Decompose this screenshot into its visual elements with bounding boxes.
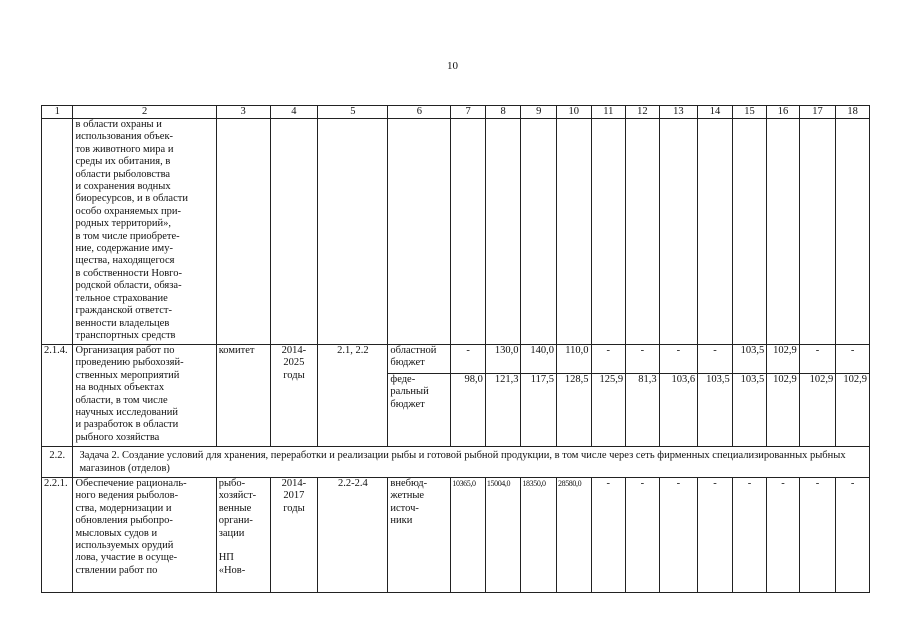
cell-line: бюджет [390, 357, 425, 369]
funding-source-cell [388, 478, 451, 593]
indicators-cell: 2.2-2.4 [318, 478, 388, 593]
cell-line: феде- [390, 374, 416, 385]
cell-line [219, 540, 268, 552]
cell-line: бюджет [390, 398, 425, 410]
value-cell: - [698, 345, 733, 374]
column-header: 8 [485, 106, 521, 119]
cell-line: «Нов- [218, 564, 246, 576]
value-cell: - [698, 478, 733, 593]
cell-line: среды их обитания, в [75, 156, 171, 168]
activity-name-cell [73, 345, 216, 447]
cell-line: области, в том числе [75, 394, 168, 406]
value-cell: 128,5 [557, 374, 592, 447]
value-cell: - [626, 478, 660, 593]
cell-line: на водных объектах [75, 382, 165, 394]
cell-line: зации [218, 527, 245, 539]
value-cell: - [767, 478, 800, 593]
value-cell: 81,3 [626, 374, 660, 447]
cell-line: Обеспечение рациональ- [75, 478, 187, 489]
cell-line: венности владельцев [75, 317, 170, 329]
table-row [42, 119, 870, 345]
row-number: 2.2.1. [42, 478, 73, 593]
cell-line: использования объек- [75, 131, 174, 143]
cell-line: рыбо- [218, 478, 246, 489]
value-cell: - [732, 478, 767, 593]
value-cell: - [659, 345, 698, 374]
column-header: 11 [591, 106, 626, 119]
value-cell: - [659, 478, 698, 593]
cell-line: транспортных средств [75, 329, 176, 341]
value-cell: 125,9 [591, 374, 626, 447]
funding-source-cell [388, 345, 451, 374]
cell-line: щества, находящегося [75, 255, 175, 267]
cell-line: годы [283, 369, 305, 381]
value-cell: 102,9 [767, 345, 800, 374]
column-header: 4 [270, 106, 318, 119]
funding-source-cell [388, 374, 451, 447]
period-cell [270, 478, 318, 593]
value-cell: 103,6 [659, 374, 698, 447]
value-cell: 140,0 [521, 345, 557, 374]
column-header: 7 [451, 106, 486, 119]
task-number: 2.2. [42, 447, 73, 478]
cell-line: гражданской ответст- [75, 305, 173, 317]
value-cell: - [451, 345, 486, 374]
column-header: 10 [557, 106, 592, 119]
table-row [42, 478, 870, 593]
column-header: 18 [836, 106, 870, 119]
column-header: 3 [216, 106, 270, 119]
cell-line: ники [390, 515, 413, 527]
cell-line: научных исследований [75, 407, 178, 419]
value-cell: 18350,0 [521, 478, 557, 593]
value-cell: - [836, 478, 870, 593]
program-table [41, 105, 870, 593]
cell-line: лова, участие в осуще- [75, 552, 178, 564]
column-header: 6 [388, 106, 451, 119]
value-cell: - [799, 478, 836, 593]
cell-line: ного ведения рыболов- [75, 490, 179, 502]
cell-line: в том числе приобрете- [75, 230, 180, 242]
cell-line: тельное страхование [75, 292, 168, 304]
cell-line: 2017 [283, 490, 305, 502]
value-cell: 103,5 [698, 374, 733, 447]
value-cell: 15004,0 [485, 478, 521, 593]
cell-line: 2025 [283, 357, 305, 369]
value-cell: 117,5 [521, 374, 557, 447]
value-cell: 130,0 [485, 345, 521, 374]
column-header: 14 [698, 106, 733, 119]
cell-line: мысловых судов и [75, 527, 158, 539]
value-cell: 103,5 [732, 374, 767, 447]
column-header: 16 [767, 106, 800, 119]
page-number: 10 [447, 60, 458, 72]
value-cell: 110,0 [557, 345, 592, 374]
cell-line: тов животного мира и [75, 143, 174, 155]
column-header: 2 [73, 106, 216, 119]
activity-name-cell [73, 478, 216, 593]
column-header: 9 [521, 106, 557, 119]
cell-line: в области охраны и [75, 119, 162, 130]
cell-line: венные [218, 502, 252, 514]
cell-line: годы [283, 502, 305, 514]
cell-line: ние, содержание иму- [75, 243, 173, 255]
cell-line: родных территорий», [75, 218, 172, 230]
cell-line: в собственности Новго- [75, 267, 182, 279]
executor-cell [216, 478, 270, 593]
cell-line: ствлении работ по [75, 564, 158, 576]
value-cell: - [799, 345, 836, 374]
cell-line: используемых орудий [75, 540, 174, 552]
value-cell: 121,3 [485, 374, 521, 447]
value-cell: - [591, 345, 626, 374]
task-row [42, 447, 870, 478]
cell-line: рыбного хозяйства [75, 431, 160, 443]
column-header: 13 [659, 106, 698, 119]
period-cell [270, 345, 318, 447]
value-cell: - [626, 345, 660, 374]
task-text: Задача 2. Создание условий для хранения, переработки и реализации рыбы и готовой рыбной продукции, в том числе через сеть фирменных специализированных рыбных магазинов (отделов) [73, 447, 870, 478]
cont-name-cell [73, 119, 216, 345]
value-cell: 102,9 [767, 374, 800, 447]
row-number: 2.1.4. [42, 345, 73, 447]
value-cell: 10365,0 [451, 478, 486, 593]
cell-line: Организация работ по [75, 345, 175, 356]
cell-line: органи- [218, 515, 253, 527]
cell-line: обновления рыбопро- [75, 515, 173, 527]
value-cell: - [591, 478, 626, 593]
cell-line: хозяйст- [218, 490, 257, 502]
value-cell: 102,9 [799, 374, 836, 447]
column-header: 12 [626, 106, 660, 119]
value-cell: 98,0 [451, 374, 486, 447]
indicators-cell: 2.1, 2.2 [318, 345, 388, 447]
value-cell: - [836, 345, 870, 374]
column-header: 15 [732, 106, 767, 119]
column-header: 1 [42, 106, 73, 119]
cell-line: ства, модернизации и [75, 502, 172, 514]
cell-line: биоресурсов, и в области [75, 193, 188, 205]
cell-line: 2014- [281, 345, 307, 356]
cell-line: жетные [390, 490, 425, 502]
cell-line: ственных мероприятий [75, 369, 180, 381]
cell-line: внебюд- [390, 478, 428, 489]
executor-cell: комитет [216, 345, 270, 447]
value-cell: 28580,0 [557, 478, 592, 593]
cell-line: и разработок в области [75, 419, 179, 431]
cell-line: ральный [390, 386, 429, 398]
value-cell: 103,5 [732, 345, 767, 374]
cell-line: НП [218, 552, 234, 564]
table-row [42, 345, 870, 374]
column-header: 17 [799, 106, 836, 119]
cell-line: и сохранения водных [75, 181, 171, 193]
column-header: 5 [318, 106, 388, 119]
cell-line: областной [390, 345, 437, 356]
value-cell: 102,9 [836, 374, 870, 447]
cell-line: области рыболовства [75, 168, 171, 180]
cell-line: родской области, обяза- [75, 280, 182, 292]
cell-line: 2014- [281, 478, 307, 489]
header-row [42, 106, 870, 119]
cell-line: источ- [390, 502, 419, 514]
cell-line: особо охраняемых при- [75, 205, 181, 217]
cell-line: проведению рыбохозяй- [75, 357, 184, 369]
